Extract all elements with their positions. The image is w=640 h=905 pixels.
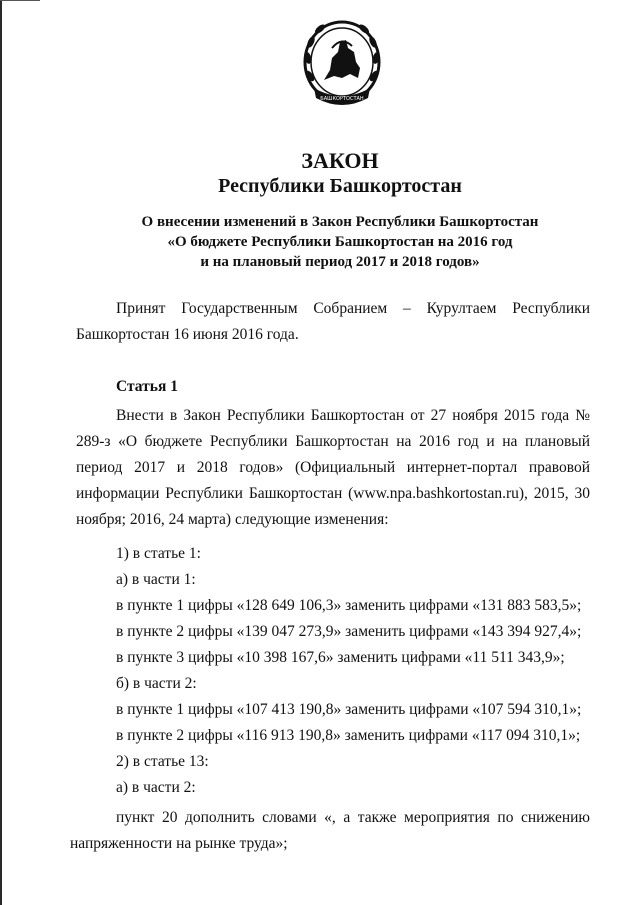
- article-heading: Статья 1: [116, 378, 178, 395]
- list-item: а) в части 2:: [116, 779, 196, 796]
- list-item: 2) в статье 13:: [116, 753, 209, 770]
- coat-of-arms-emblem: [302, 18, 382, 112]
- article-intro-paragraph: Внести в Закон Республики Башкортостан от 27 ноября 2015 года № 289-з «О бюджете Республики Башкортостан на 2016 год и на плановый период 2017 и 2018 годов» (Официальный интернет-портал правовой информации Республики Башкортостан (www.npa.bashkortostan.ru), 2015, 30 ноября; 2016, 24 марта) следующие изменения:: [76, 407, 590, 528]
- list-item: в пункте 1 цифры «107 413 190,8» заменить цифрами «107 594 310,1»;: [116, 701, 582, 718]
- final-paragraph: пункт 20 дополнить словами «, а также мероприятия по снижению напряженности на рынке труда»;: [70, 809, 590, 852]
- list-item: б) в части 2:: [116, 675, 197, 692]
- subtitle-line-2: «О бюджете Республики Башкортостан на 2016 год: [167, 234, 513, 250]
- subtitle-line-3: и на плановый период 2017 и 2018 годов»: [200, 254, 480, 270]
- list-item: а) в части 1:: [116, 571, 196, 588]
- list-item: 1) в статье 1:: [116, 545, 201, 562]
- scan-edge-left: [0, 0, 2, 905]
- scan-edge-top: [0, 0, 40, 1]
- list-item: в пункте 1 цифры «128 649 106,3» заменить цифрами «131 883 583,5»;: [116, 597, 582, 614]
- document-title: ЗАКОН: [301, 148, 379, 173]
- emblem-ribbon-text: БАШКОРТОСТАН: [320, 96, 364, 102]
- adoption-paragraph: Принят Государственным Собранием – Курултаем Республики Башкортостан 16 июня 2016 года.: [76, 300, 590, 343]
- list-item: в пункте 2 цифры «139 047 273,9» заменить цифрами «143 394 927,4»;: [116, 623, 582, 640]
- document-title-republic: Республики Башкортостан: [218, 175, 462, 197]
- subtitle-line-1: О внесении изменений в Закон Республики Башкортостан: [141, 214, 539, 230]
- list-item: в пункте 3 цифры «10 398 167,6» заменить цифрами «11 511 343,9»;: [116, 649, 565, 666]
- list-item: в пункте 2 цифры «116 913 190,8» заменить цифрами «117 094 310,1»;: [116, 727, 581, 744]
